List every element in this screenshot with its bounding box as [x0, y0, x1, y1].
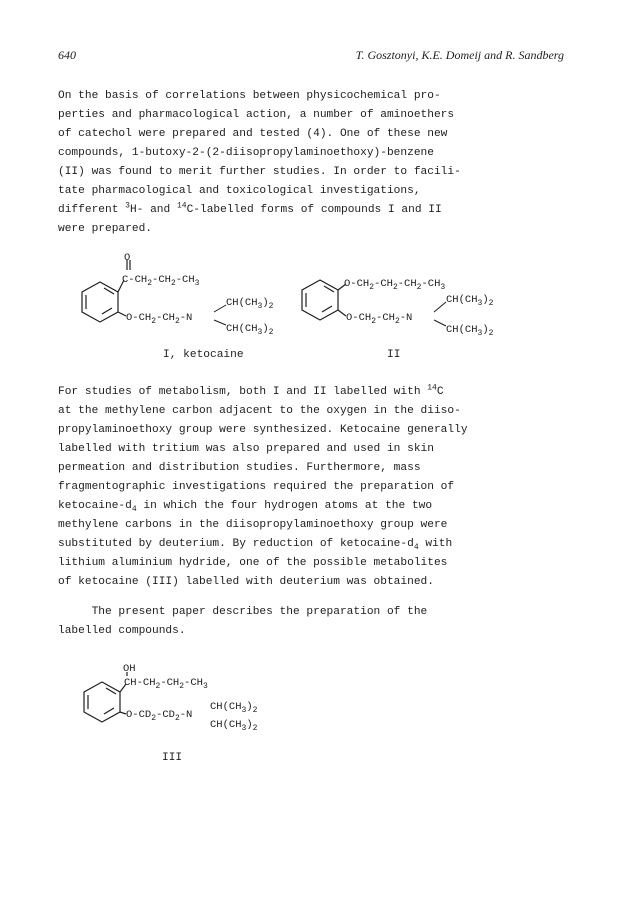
- paragraph-intro: [58, 87, 578, 239]
- text-line: (II) was found to merit further studies. In order to facili-: [58, 166, 461, 178]
- text-line: tate pharmacological and toxicological investigations,: [58, 185, 421, 197]
- text-line: were prepared.: [58, 223, 152, 235]
- text-fragment: in which the four hydrogen atoms at the two: [136, 500, 433, 512]
- hydroxyl-label: OH: [123, 663, 136, 675]
- side-chain-top: $O-CH_2-CH_2-CH_2-CH_3$: [344, 278, 446, 292]
- text-line: at the methylene carbon adjacent to the oxygen in the diiso-: [58, 405, 461, 417]
- text-line: The present paper describes the preparation of the: [58, 606, 428, 618]
- benzene-ring-icon: [84, 672, 127, 722]
- amine-bonds: [434, 302, 446, 326]
- text-line: On the basis of correlations between physicochemical pro-: [58, 90, 441, 102]
- superscript: 14: [427, 383, 437, 393]
- isopropyl-group: $CH(CH_3)_2$: [210, 701, 258, 715]
- side-chain-bottom: $O-CH_2-CH_2-N$: [126, 312, 193, 326]
- structure-compound-iii: [68, 660, 298, 746]
- isopropyl-group: $CH(CH_3)_2$: [446, 324, 494, 338]
- text-line: perties and pharmacological action, a number of aminoethers: [58, 109, 455, 121]
- structure-ketocaine: [56, 252, 286, 344]
- text-fragment: For studies of metabolism, both I and II labelled with: [58, 386, 428, 398]
- text-line: [58, 497, 578, 516]
- text-fragment: with: [418, 538, 453, 550]
- isopropyl-group: $CH(CH_3)_2$: [210, 719, 258, 733]
- side-chain-bottom: $O-CD_2-CD_2-N$: [126, 709, 193, 723]
- running-head: T. Gosztonyi, K.E. Domeij and R. Sandberg: [355, 48, 564, 62]
- text-line: [58, 535, 578, 554]
- subscript: 4: [131, 505, 137, 515]
- superscript: 3: [125, 201, 130, 211]
- text-line: lithium aluminium hydride, one of the possible metabolites: [58, 557, 448, 569]
- text-line: [58, 201, 578, 220]
- text-fragment: H- and: [129, 204, 177, 216]
- side-chain-bottom: $O-CH_2-CH_2-N$: [346, 312, 413, 326]
- benzene-ring-icon: [302, 280, 346, 320]
- benzene-ring-icon: [82, 260, 130, 322]
- text-fragment: ketocaine-d: [58, 500, 132, 512]
- text-fragment: different: [58, 204, 126, 216]
- text-fragment: substituted by deuterium. By reduction of ketocaine-d: [58, 538, 414, 550]
- caption-structure-ii: II: [387, 349, 401, 361]
- paragraph-present-paper: [58, 603, 578, 641]
- structure-compound-ii: [296, 262, 566, 342]
- caption-structure-iii: III: [162, 752, 183, 764]
- carbonyl-oxygen-label: O: [124, 252, 131, 264]
- text-line: of ketocaine (III) labelled with deuterium was obtained.: [58, 576, 434, 588]
- subscript: 4: [413, 543, 419, 553]
- paragraph-metabolism: [58, 383, 578, 592]
- text-line: permeation and distribution studies. Furthermore, mass: [58, 462, 421, 474]
- text-line: propylaminoethoxy group were synthesized. Ketocaine generally: [58, 424, 468, 436]
- isopropyl-group: $CH(CH_3)_2$: [226, 297, 274, 311]
- caption-structure-i: I, ketocaine: [163, 349, 244, 361]
- amine-bonds: [214, 305, 226, 325]
- text-fragment: C: [436, 386, 444, 398]
- text-fragment: C-labelled forms of compounds I and II: [186, 204, 442, 216]
- page-number: 640: [58, 48, 76, 62]
- text-line: labelled compounds.: [58, 625, 186, 637]
- text-line: compounds, 1-butoxy-2-(2-diisopropylaminoethoxy)-benzene: [58, 147, 434, 159]
- isopropyl-group: $CH(CH_3)_2$: [226, 323, 274, 337]
- text-line: [58, 383, 578, 402]
- isopropyl-group: $CH(CH_3)_2$: [446, 294, 494, 308]
- text-line: methylene carbons in the diisopropylaminoethoxy group were: [58, 519, 448, 531]
- text-line: fragmentographic investigations required the preparation of: [58, 481, 455, 493]
- text-line: labelled with tritium was also prepared and used in skin: [58, 443, 434, 455]
- superscript: 14: [176, 201, 187, 211]
- side-chain-top: $CH-CH_2-CH_2-CH_3$: [124, 677, 208, 691]
- text-line: of catechol were prepared and tested (4). One of these new: [58, 128, 448, 140]
- side-chain-top: $C-CH_2-CH_2-CH_3$: [122, 274, 200, 288]
